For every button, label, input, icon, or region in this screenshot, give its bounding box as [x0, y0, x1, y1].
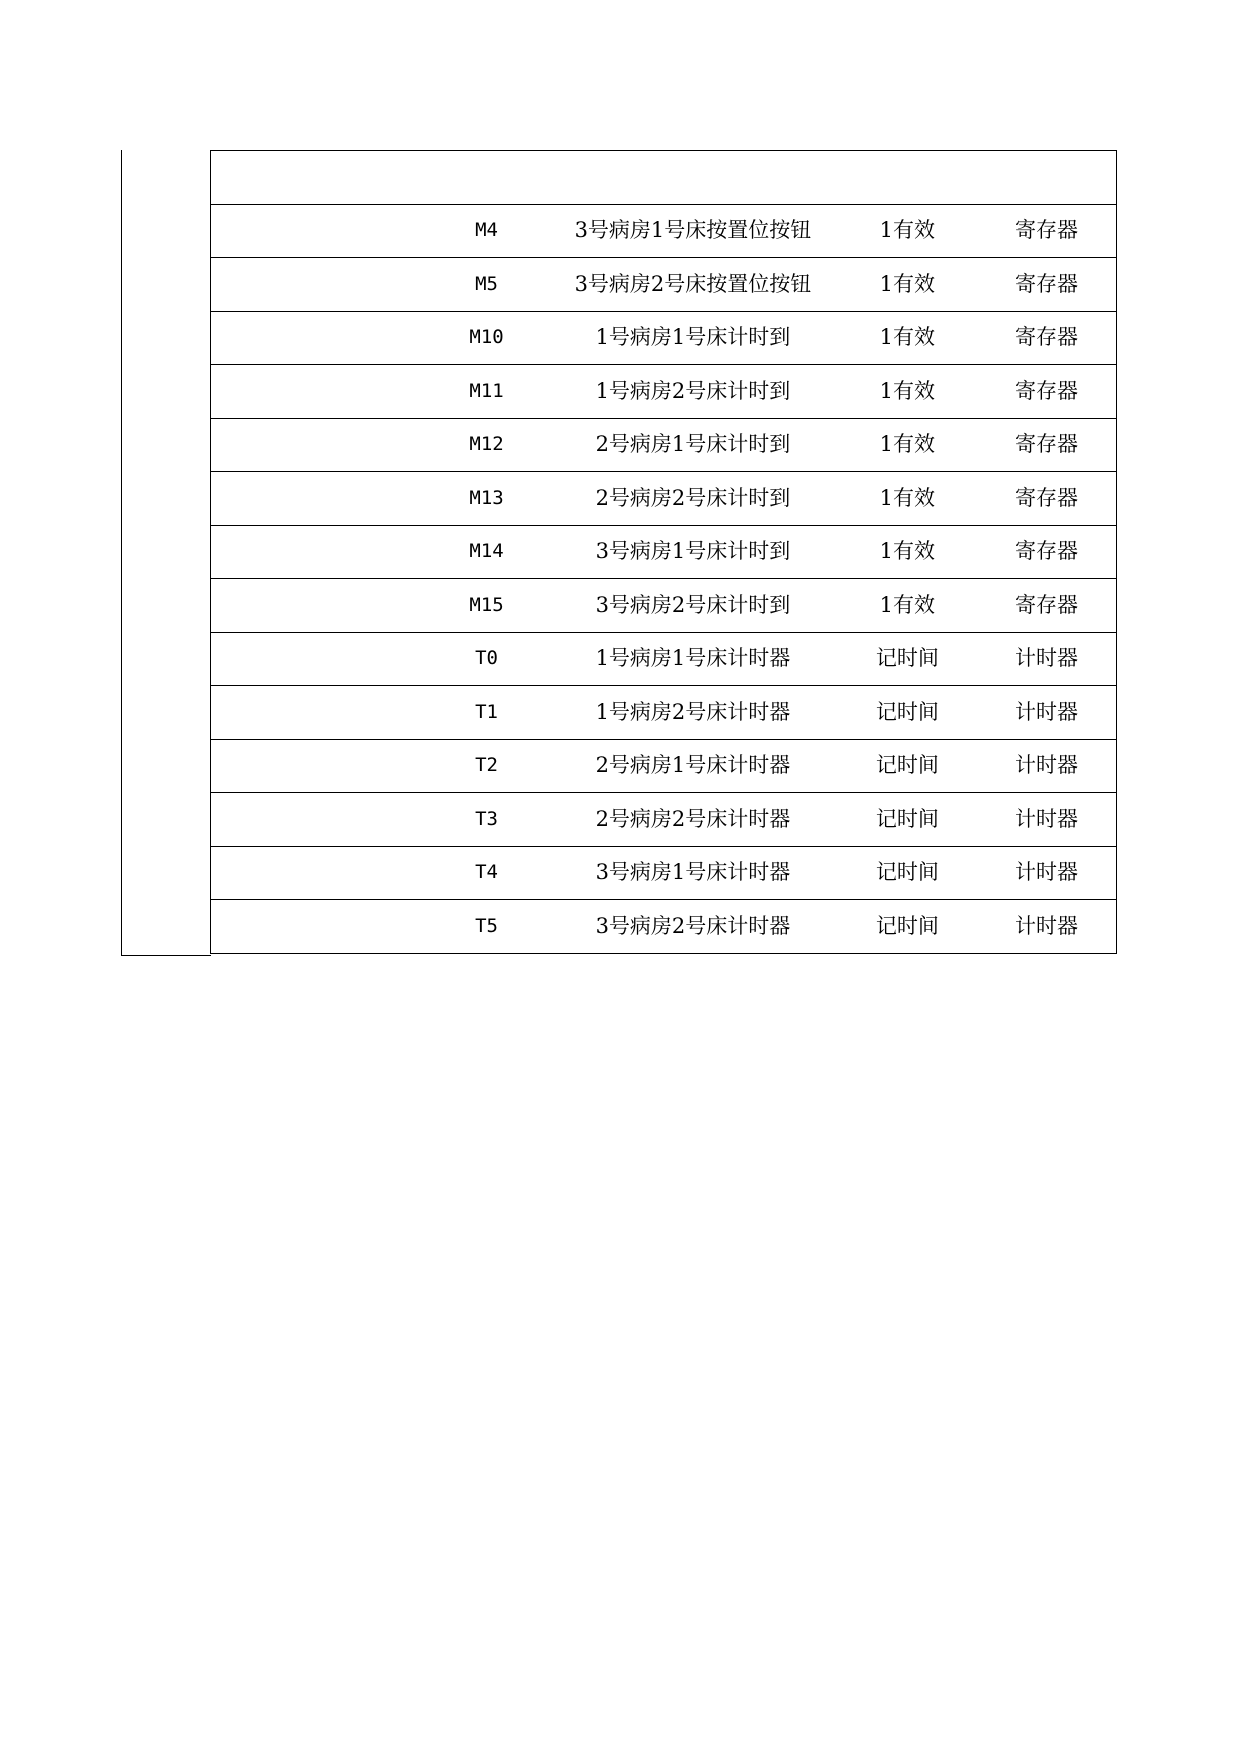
row-spacer-cell [211, 632, 425, 686]
table-blank-header-row [211, 151, 1117, 205]
table-row [211, 900, 1117, 954]
description-cell: 3号病房2号床按置位按钮 [548, 258, 837, 312]
row-spacer-cell [211, 418, 425, 472]
description-cell: 2号病房2号床计时器 [548, 793, 837, 847]
row-spacer-cell [211, 258, 425, 312]
address-cell: M15 [425, 579, 548, 633]
address-cell: T2 [425, 739, 548, 793]
address-cell: T3 [425, 793, 548, 847]
active-level-cell: 1有效 [838, 525, 977, 579]
table-row [211, 204, 1117, 258]
row-spacer-cell [211, 525, 425, 579]
outer-table-left-border [121, 150, 122, 956]
device-type-cell: 寄存器 [977, 311, 1116, 365]
address-cell: M14 [425, 525, 548, 579]
active-level-cell: 1有效 [838, 258, 977, 312]
table-row [211, 472, 1117, 526]
table-row [211, 793, 1117, 847]
device-type-cell: 寄存器 [977, 525, 1116, 579]
table-row [211, 418, 1117, 472]
address-cell: T1 [425, 686, 548, 740]
active-level-cell: 1有效 [838, 311, 977, 365]
description-cell: 3号病房1号床按置位按钮 [548, 204, 837, 258]
active-level-cell: 记时间 [838, 686, 977, 740]
device-type-cell: 寄存器 [977, 418, 1116, 472]
row-spacer-cell [211, 739, 425, 793]
row-spacer-cell [211, 204, 425, 258]
address-cell: M11 [425, 365, 548, 419]
device-type-cell: 计时器 [977, 739, 1116, 793]
device-type-cell: 计时器 [977, 632, 1116, 686]
description-cell: 2号病房1号床计时到 [548, 418, 837, 472]
active-level-cell: 记时间 [838, 739, 977, 793]
table-row [211, 632, 1117, 686]
row-spacer-cell [211, 311, 425, 365]
table-row [211, 365, 1117, 419]
active-level-cell: 1有效 [838, 472, 977, 526]
description-cell: 2号病房1号床计时器 [548, 739, 837, 793]
row-spacer-cell [211, 686, 425, 740]
table-row [211, 525, 1117, 579]
table-row [211, 686, 1117, 740]
description-cell: 1号病房1号床计时到 [548, 311, 837, 365]
table-row [211, 258, 1117, 312]
address-cell: M12 [425, 418, 548, 472]
description-cell: 2号病房2号床计时到 [548, 472, 837, 526]
row-spacer-cell [211, 365, 425, 419]
device-type-cell: 寄存器 [977, 365, 1116, 419]
address-cell: T0 [425, 632, 548, 686]
device-type-cell: 寄存器 [977, 258, 1116, 312]
io-allocation-table [210, 150, 1117, 954]
row-spacer-cell [211, 846, 425, 900]
address-cell: T5 [425, 900, 548, 954]
active-level-cell: 1有效 [838, 204, 977, 258]
address-cell: M13 [425, 472, 548, 526]
description-cell: 3号病房2号床计时器 [548, 900, 837, 954]
table-row [211, 739, 1117, 793]
row-spacer-cell [211, 472, 425, 526]
description-cell: 1号病房2号床计时器 [548, 686, 837, 740]
device-type-cell: 计时器 [977, 793, 1116, 847]
active-level-cell: 1有效 [838, 365, 977, 419]
device-type-cell: 计时器 [977, 686, 1116, 740]
address-cell: M4 [425, 204, 548, 258]
device-type-cell: 寄存器 [977, 204, 1116, 258]
io-allocation-table-body [211, 151, 1117, 954]
description-cell: 3号病房1号床计时器 [548, 846, 837, 900]
active-level-cell: 记时间 [838, 632, 977, 686]
active-level-cell: 1有效 [838, 418, 977, 472]
device-type-cell: 计时器 [977, 846, 1116, 900]
device-type-cell: 计时器 [977, 900, 1116, 954]
table-row [211, 846, 1117, 900]
description-cell: 3号病房2号床计时到 [548, 579, 837, 633]
outer-table-bottom-border [121, 955, 211, 956]
row-spacer-cell [211, 900, 425, 954]
description-cell: 3号病房1号床计时到 [548, 525, 837, 579]
active-level-cell: 记时间 [838, 793, 977, 847]
active-level-cell: 记时间 [838, 900, 977, 954]
row-spacer-cell [211, 793, 425, 847]
device-type-cell: 寄存器 [977, 579, 1116, 633]
address-cell: M5 [425, 258, 548, 312]
table-row [211, 579, 1117, 633]
address-cell: M10 [425, 311, 548, 365]
blank-cell [211, 151, 1117, 205]
device-type-cell: 寄存器 [977, 472, 1116, 526]
active-level-cell: 1有效 [838, 579, 977, 633]
active-level-cell: 记时间 [838, 846, 977, 900]
row-spacer-cell [211, 579, 425, 633]
table-row [211, 311, 1117, 365]
description-cell: 1号病房2号床计时到 [548, 365, 837, 419]
description-cell: 1号病房1号床计时器 [548, 632, 837, 686]
address-cell: T4 [425, 846, 548, 900]
